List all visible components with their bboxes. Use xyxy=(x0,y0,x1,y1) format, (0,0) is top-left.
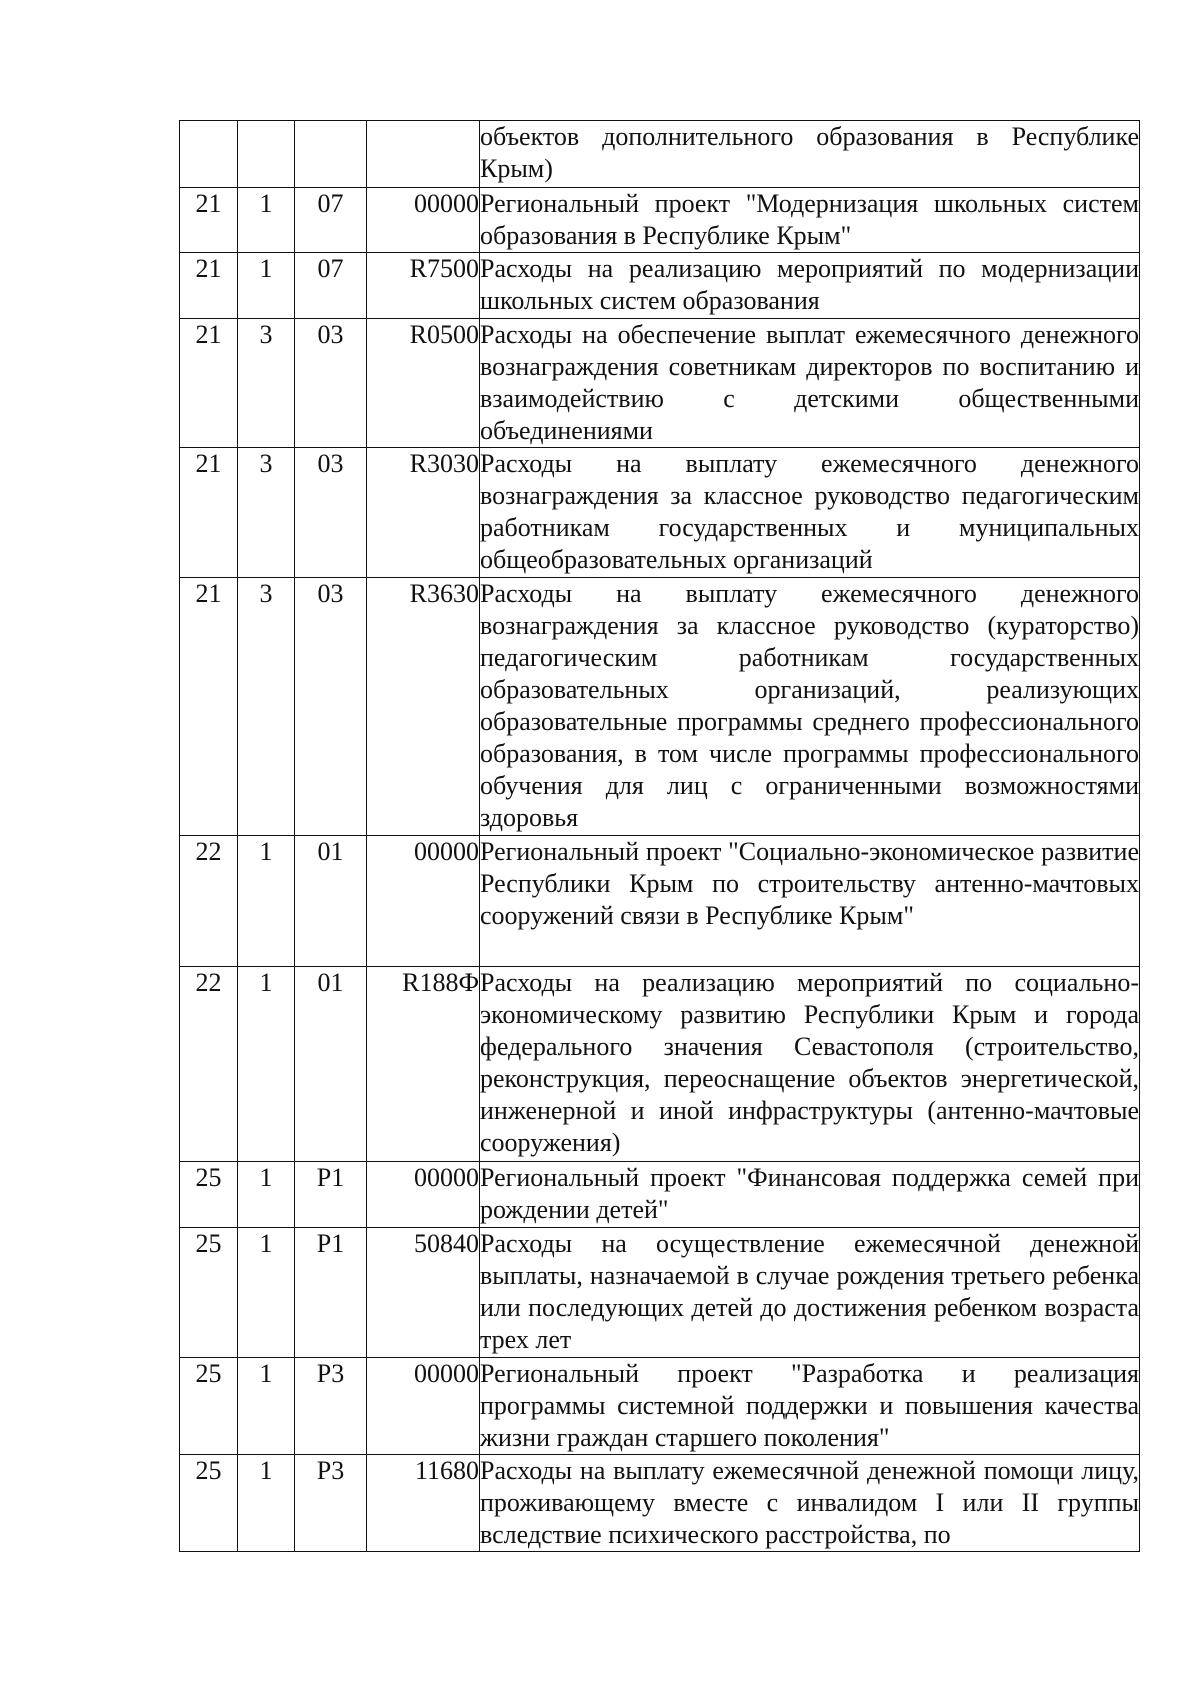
description-cell: Региональный проект "Разработка и реализация программы системной поддержки и повышения качества жизни граждан старшего поколения" xyxy=(480,1358,1140,1455)
direction-code-cell: P3 xyxy=(295,1455,367,1552)
subprogram-code-cell: 1 xyxy=(238,253,295,319)
subprogram-code-cell: 3 xyxy=(238,578,295,836)
subprogram-code-cell: 1 xyxy=(238,1358,295,1455)
program-code-cell: 25 xyxy=(180,1228,238,1358)
program-code-cell: 22 xyxy=(180,967,238,1162)
program-code-cell: 21 xyxy=(180,319,238,448)
program-code-cell: 25 xyxy=(180,1455,238,1552)
description-cell: Расходы на реализацию мероприятий по модернизации школьных систем образования xyxy=(480,253,1140,319)
expense-code-cell: R3630 xyxy=(367,578,480,836)
expense-code-cell: R7500 xyxy=(367,253,480,319)
direction-code-cell: 03 xyxy=(295,319,367,448)
table-row xyxy=(180,578,1140,836)
program-code-cell: 21 xyxy=(180,448,238,578)
description-cell: Региональный проект "Модернизация школьных систем образования в Республике Крым" xyxy=(480,188,1140,253)
subprogram-code-cell: 1 xyxy=(238,188,295,253)
subprogram-code-cell: 1 xyxy=(238,967,295,1162)
table-row xyxy=(180,319,1140,448)
program-code-cell: 25 xyxy=(180,1162,238,1228)
expense-code-cell: 00000 xyxy=(367,188,480,253)
budget-classification-table xyxy=(179,120,1140,1552)
description-cell: Региональный проект "Финансовая поддержка семей при рождении детей" xyxy=(480,1162,1140,1228)
table-row xyxy=(180,836,1140,967)
subprogram-code-cell: 1 xyxy=(238,836,295,967)
expense-code-cell: 11680 xyxy=(367,1455,480,1552)
program-code-cell: 21 xyxy=(180,253,238,319)
subprogram-code-cell: 1 xyxy=(238,1455,295,1552)
description-cell: объектов дополнительного образования в Республике Крым) xyxy=(480,121,1140,188)
expense-code-cell: 00000 xyxy=(367,836,480,967)
table-row xyxy=(180,448,1140,578)
description-cell: Расходы на осуществление ежемесячной денежной выплаты, назначаемой в случае рождения третьего ребенка или последующих детей до достижения ребенком возраста трех лет xyxy=(480,1228,1140,1358)
table-row xyxy=(180,967,1140,1162)
direction-code-cell: 07 xyxy=(295,188,367,253)
direction-code-cell: P1 xyxy=(295,1162,367,1228)
description-cell: Расходы на обеспечение выплат ежемесячного денежного вознаграждения советникам директоров по воспитанию и взаимодействию с детскими общественными объединениями xyxy=(480,319,1140,448)
description-cell: Расходы на выплату ежемесячного денежного вознаграждения за классное руководство (кураторство) педагогическим работникам государственных образовательных организаций, реализующих образовательные программы среднего профессионального образования, в том числе программы профессионального обучения для лиц с ограниченными возможностями здоровья xyxy=(480,578,1140,836)
expense-code-cell: 50840 xyxy=(367,1228,480,1358)
program-code-cell xyxy=(180,121,238,188)
expense-code-cell: R3030 xyxy=(367,448,480,578)
direction-code-cell: 03 xyxy=(295,448,367,578)
subprogram-code-cell: 3 xyxy=(238,319,295,448)
program-code-cell: 25 xyxy=(180,1358,238,1455)
program-code-cell: 22 xyxy=(180,836,238,967)
direction-code-cell: P1 xyxy=(295,1228,367,1358)
table-row xyxy=(180,1455,1140,1552)
table-row xyxy=(180,1358,1140,1455)
table-row xyxy=(180,1162,1140,1228)
direction-code-cell: P3 xyxy=(295,1358,367,1455)
direction-code-cell: 01 xyxy=(295,967,367,1162)
direction-code-cell: 07 xyxy=(295,253,367,319)
direction-code-cell: 03 xyxy=(295,578,367,836)
subprogram-code-cell: 1 xyxy=(238,1162,295,1228)
expense-code-cell: R188Ф xyxy=(367,967,480,1162)
description-cell: Расходы на выплату ежемесячной денежной помощи лицу, проживающему вместе с инвалидом I или II группы вследствие психического расстройства, по xyxy=(480,1455,1140,1552)
subprogram-code-cell: 1 xyxy=(238,1228,295,1358)
expense-code-cell: R0500 xyxy=(367,319,480,448)
description-cell: Расходы на выплату ежемесячного денежного вознаграждения за классное руководство педагогическим работникам государственных и муниципальных общеобразовательных организаций xyxy=(480,448,1140,578)
expense-code-cell: 00000 xyxy=(367,1358,480,1455)
subprogram-code-cell: 3 xyxy=(238,448,295,578)
expense-code-cell: 00000 xyxy=(367,1162,480,1228)
program-code-cell: 21 xyxy=(180,188,238,253)
direction-code-cell xyxy=(295,121,367,188)
expense-code-cell xyxy=(367,121,480,188)
table-row xyxy=(180,253,1140,319)
description-cell: Расходы на реализацию мероприятий по социально-экономическому развитию Республики Крым и города федерального значения Севастополя (строительство, реконструкция, переоснащение объектов энергетической, инженерной и иной инфраструктуры (антенно-мачтовые сооружения) xyxy=(480,967,1140,1162)
table-row xyxy=(180,1228,1140,1358)
program-code-cell: 21 xyxy=(180,578,238,836)
subprogram-code-cell xyxy=(238,121,295,188)
description-cell: Региональный проект "Социально-экономическое развитие Республики Крым по строительству антенно-мачтовых сооружений связи в Республике Крым" xyxy=(480,836,1140,967)
table-row xyxy=(180,121,1140,188)
table-row xyxy=(180,188,1140,253)
direction-code-cell: 01 xyxy=(295,836,367,967)
